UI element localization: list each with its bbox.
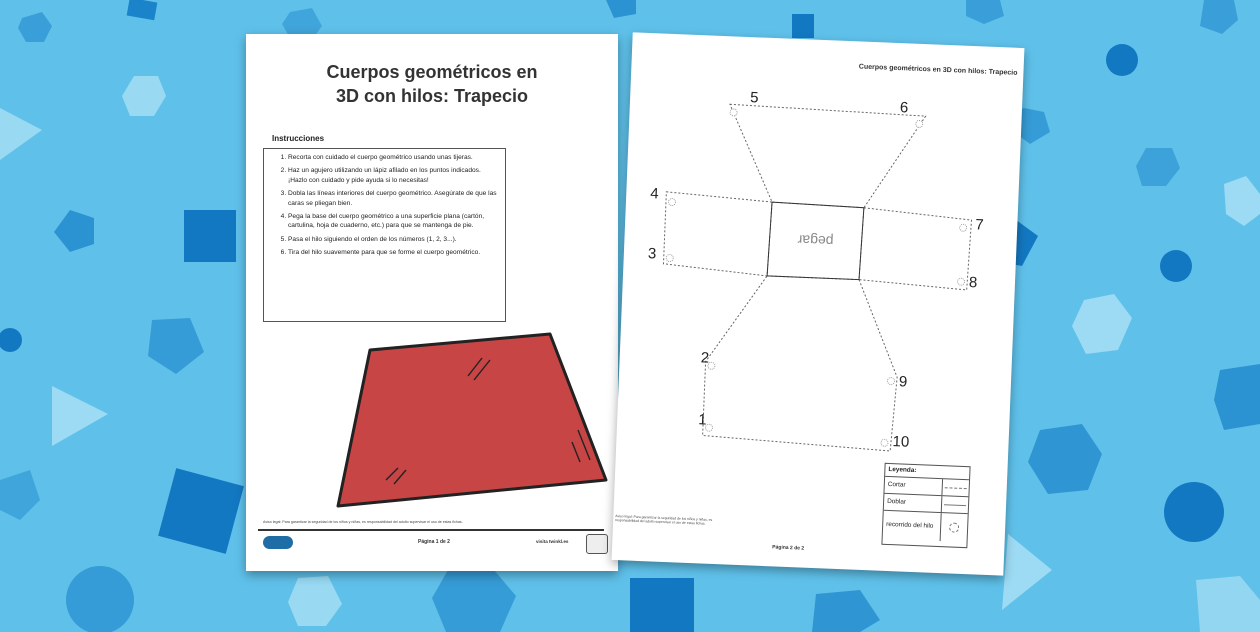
page-number: Página 1 de 2 bbox=[418, 539, 450, 545]
hole-marker bbox=[881, 439, 888, 446]
legend-label: recorrido del hilo bbox=[883, 511, 942, 541]
net-left-face bbox=[663, 192, 772, 276]
title-line-1: Cuerpos geométricos en bbox=[326, 62, 538, 82]
hole-number-1: 1 bbox=[697, 411, 707, 429]
hole-number-9: 9 bbox=[898, 373, 908, 391]
dashed-line-icon bbox=[945, 487, 967, 489]
legend-row-path bbox=[883, 511, 968, 542]
instruction-item: 4. Pega la base del cuerpo geométrico a una superficie plana (cartón, cartulina, hoja de cuaderno, etc.) para que se mantenga de pie. bbox=[288, 212, 497, 231]
bg-hexagon bbox=[1136, 148, 1180, 186]
bg-pentagon bbox=[606, 0, 636, 18]
bg-hexagon bbox=[1196, 576, 1260, 632]
worksheet-page-1 bbox=[246, 34, 618, 571]
bg-square bbox=[184, 210, 236, 262]
bg-hexagon bbox=[1224, 176, 1260, 226]
bg-square bbox=[792, 14, 814, 38]
bg-hexagon bbox=[966, 0, 1004, 24]
bg-hexagon bbox=[1028, 424, 1102, 494]
hole-marker bbox=[916, 120, 923, 127]
bg-circle bbox=[1160, 250, 1192, 282]
legend-label: Cortar bbox=[884, 477, 943, 495]
bg-circle bbox=[0, 328, 22, 352]
bg-square bbox=[127, 0, 158, 20]
trapezoid-shape bbox=[338, 334, 606, 506]
hole-marker bbox=[730, 109, 737, 116]
bg-hexagon bbox=[288, 576, 342, 626]
bg-triangle bbox=[1002, 534, 1052, 610]
legend-label: Doblar bbox=[884, 494, 943, 512]
bg-pentagon bbox=[54, 210, 94, 252]
bg-circle bbox=[1164, 482, 1224, 542]
bg-circle bbox=[1106, 44, 1138, 76]
legal-footnote: Aviso legal: Para garantizar la seguridad de los niños y niñas, es responsabilidad del adulto supervisar el uso de estas fichas. bbox=[615, 514, 713, 527]
hole-marker bbox=[960, 224, 967, 231]
legend-table bbox=[881, 463, 970, 548]
bg-square bbox=[630, 578, 694, 632]
legend-sample bbox=[942, 496, 969, 513]
hole-marker bbox=[668, 198, 675, 205]
instructions-heading: Instrucciones bbox=[272, 134, 325, 143]
legend-sample bbox=[942, 479, 969, 496]
bg-hexagon bbox=[1200, 0, 1238, 34]
hole-marker bbox=[887, 377, 894, 384]
worksheet-page-2 bbox=[612, 32, 1025, 575]
instructions-list bbox=[272, 153, 497, 257]
hole-number-3: 3 bbox=[647, 245, 657, 263]
bg-pentagon bbox=[148, 318, 204, 374]
bg-pentagon bbox=[1214, 364, 1260, 430]
quality-badge-icon bbox=[586, 534, 608, 554]
net-bottom-face bbox=[702, 274, 901, 452]
instruction-item: 1. Recorta con cuidado el cuerpo geométrico usando unas tijeras. bbox=[288, 153, 497, 163]
bg-hexagon bbox=[122, 76, 166, 116]
trapezoid-illustration bbox=[334, 330, 614, 512]
bg-square bbox=[158, 468, 244, 554]
bg-hexagon bbox=[432, 570, 516, 632]
hole-number-7: 7 bbox=[974, 216, 984, 234]
legend-sample bbox=[941, 513, 968, 542]
hole-number-6: 6 bbox=[899, 99, 909, 117]
bg-triangle bbox=[52, 386, 108, 446]
bg-pentagon bbox=[0, 470, 40, 520]
twinkl-logo bbox=[263, 536, 293, 549]
instruction-item: 2. Haz un agujero utilizando un lápiz afilado en los puntos indicados. ¡Hazlo con cuidado y pide ayuda si lo necesitas! bbox=[288, 166, 497, 185]
solid-line-icon bbox=[944, 504, 966, 506]
trapezoid-net bbox=[614, 32, 1025, 517]
net-right-face bbox=[859, 208, 972, 290]
page-number: Página 2 de 2 bbox=[772, 544, 805, 552]
net-top-face bbox=[726, 104, 926, 210]
hole-marker bbox=[666, 254, 673, 261]
bg-circle bbox=[66, 566, 134, 632]
legend-title: Leyenda: bbox=[885, 464, 969, 480]
title-line-2: 3D con hilos: Trapecio bbox=[335, 86, 529, 106]
hole-number-8: 8 bbox=[968, 274, 978, 292]
website-text: visita twinkl.es bbox=[536, 539, 569, 544]
hole-number-2: 2 bbox=[700, 349, 710, 367]
bg-triangle bbox=[0, 108, 42, 160]
instructions-box bbox=[263, 148, 506, 322]
instruction-item: 3. Dobla las líneas interiores del cuerpo geométrico. Asegúrate de que las caras se pliegan bien. bbox=[288, 189, 497, 208]
glue-label: pegar bbox=[797, 232, 834, 250]
legal-footnote: Aviso legal: Para garantizar la seguridad de los niños y niñas, es responsabilidad del adulto supervisar el uso de estas fichas. bbox=[263, 520, 463, 524]
bg-pentagon bbox=[812, 590, 880, 632]
page-title: Cuerpos geométricos en 3D con hilos: Trapecio bbox=[858, 63, 1018, 77]
instruction-item: 5. Pasa el hilo siguiendo el orden de los números (1, 2, 3...). bbox=[288, 235, 497, 245]
page-title bbox=[286, 60, 578, 108]
footer-divider bbox=[258, 529, 604, 531]
hole-marker bbox=[957, 278, 964, 285]
instruction-item: 6. Tira del hilo suavemente para que se forme el cuerpo geométrico. bbox=[288, 248, 497, 258]
hole-number-10: 10 bbox=[892, 433, 910, 451]
bg-hexagon bbox=[1072, 294, 1132, 354]
hole-number-4: 4 bbox=[649, 185, 659, 203]
bg-hexagon bbox=[18, 12, 52, 42]
hole-circle-icon bbox=[949, 522, 959, 532]
hole-number-5: 5 bbox=[749, 89, 759, 107]
